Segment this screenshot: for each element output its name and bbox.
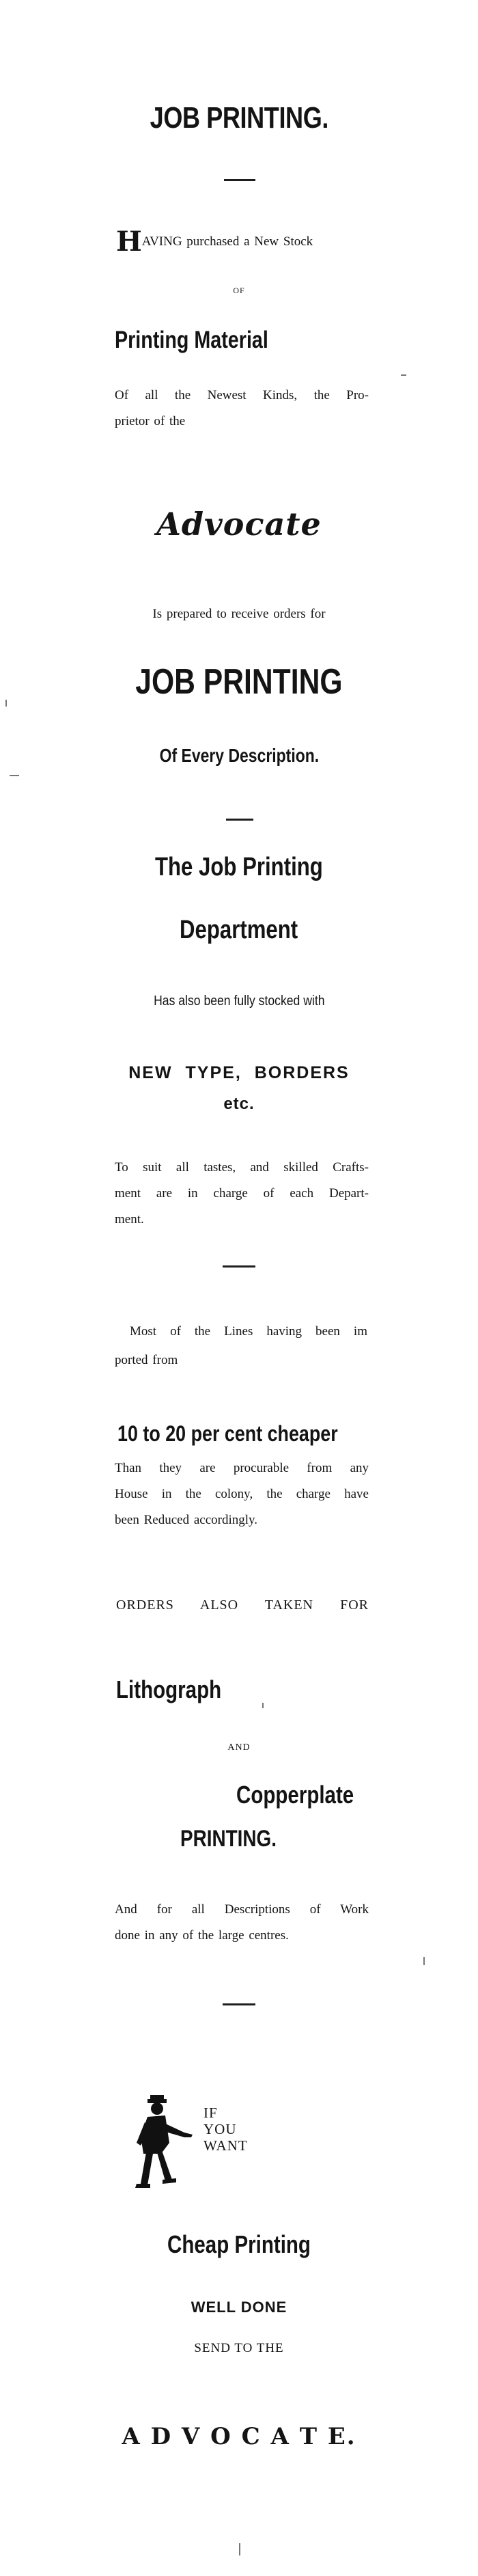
divider [224,179,255,181]
scan-speck [5,700,7,707]
divider [226,819,253,821]
scan-speck [262,1703,264,1708]
scan-speck [10,775,19,776]
new-type-line: NEW TYPE, BORDERS [128,1063,350,1082]
printing-heading: PRINTING. [180,1826,277,1852]
scan-speck [401,374,406,376]
pointing-man-illustration [120,2095,209,2197]
job-printing-heading: JOB PRINTING [135,662,343,702]
department-heading-1: The Job Printing [155,853,323,881]
intro-first-line: HAVING purchased a New Stock [116,225,313,258]
divider [223,1265,255,1268]
cheap-printing-heading: Cheap Printing [167,2230,311,2258]
send-to-text: SEND TO THE [194,2341,284,2355]
every-description: Of Every Description. [159,745,319,766]
prices-line-3: Than they are procurable from any [115,1461,369,1475]
prices-line-1: Most of the Lines having been im [130,1324,367,1339]
intro-line-4: Is prepared to receive orders for [152,607,326,621]
prices-line-4: House in the colony, the charge have [115,1487,369,1501]
intro-line-3: prietor of the [115,414,186,428]
orders-heading: ORDERS ALSO TAKEN FOR [116,1598,369,1613]
stocked-line: Has also been fully stocked with [153,994,325,1009]
intro-line-2: Of all the Newest Kinds, the Pro- [115,388,369,402]
etc-line: etc. [223,1095,255,1113]
page-title: JOB PRINTING. [150,101,328,135]
department-line-3: ment. [115,1212,144,1227]
if-you-want-text: IF YOU WANT [203,2105,248,2154]
divider [223,2003,255,2005]
department-heading-2: Department [180,916,298,944]
orders-line-1: And for all Descriptions of Work [115,1902,369,1917]
lithograph-heading: Lithograph [116,1675,222,1703]
well-done-text: WELL DONE [191,2299,287,2316]
department-line-2: ment are in charge of each Depart- [115,1186,369,1201]
advocate-masthead: Advocate [156,506,322,543]
scan-speck [423,1957,425,1965]
copperplate-heading: Copperplate [236,1781,354,1809]
prices-line-2: ported from [115,1353,178,1367]
advocate-signature: A D V O C A T E. [122,2423,356,2450]
scan-speck [239,2543,240,2556]
prices-line-5: been Reduced accordingly. [115,1513,258,1527]
drop-cap: H [116,225,142,258]
department-line-1: To suit all tastes, and skilled Crafts- [115,1160,369,1175]
printing-material-heading: Printing Material [115,327,268,353]
of-text: OF [233,286,245,295]
orders-line-2: done in any of the large centres. [115,1928,289,1943]
cheaper-heading: 10 to 20 per cent cheaper [117,1421,338,1446]
and-text: AND [227,1742,251,1753]
